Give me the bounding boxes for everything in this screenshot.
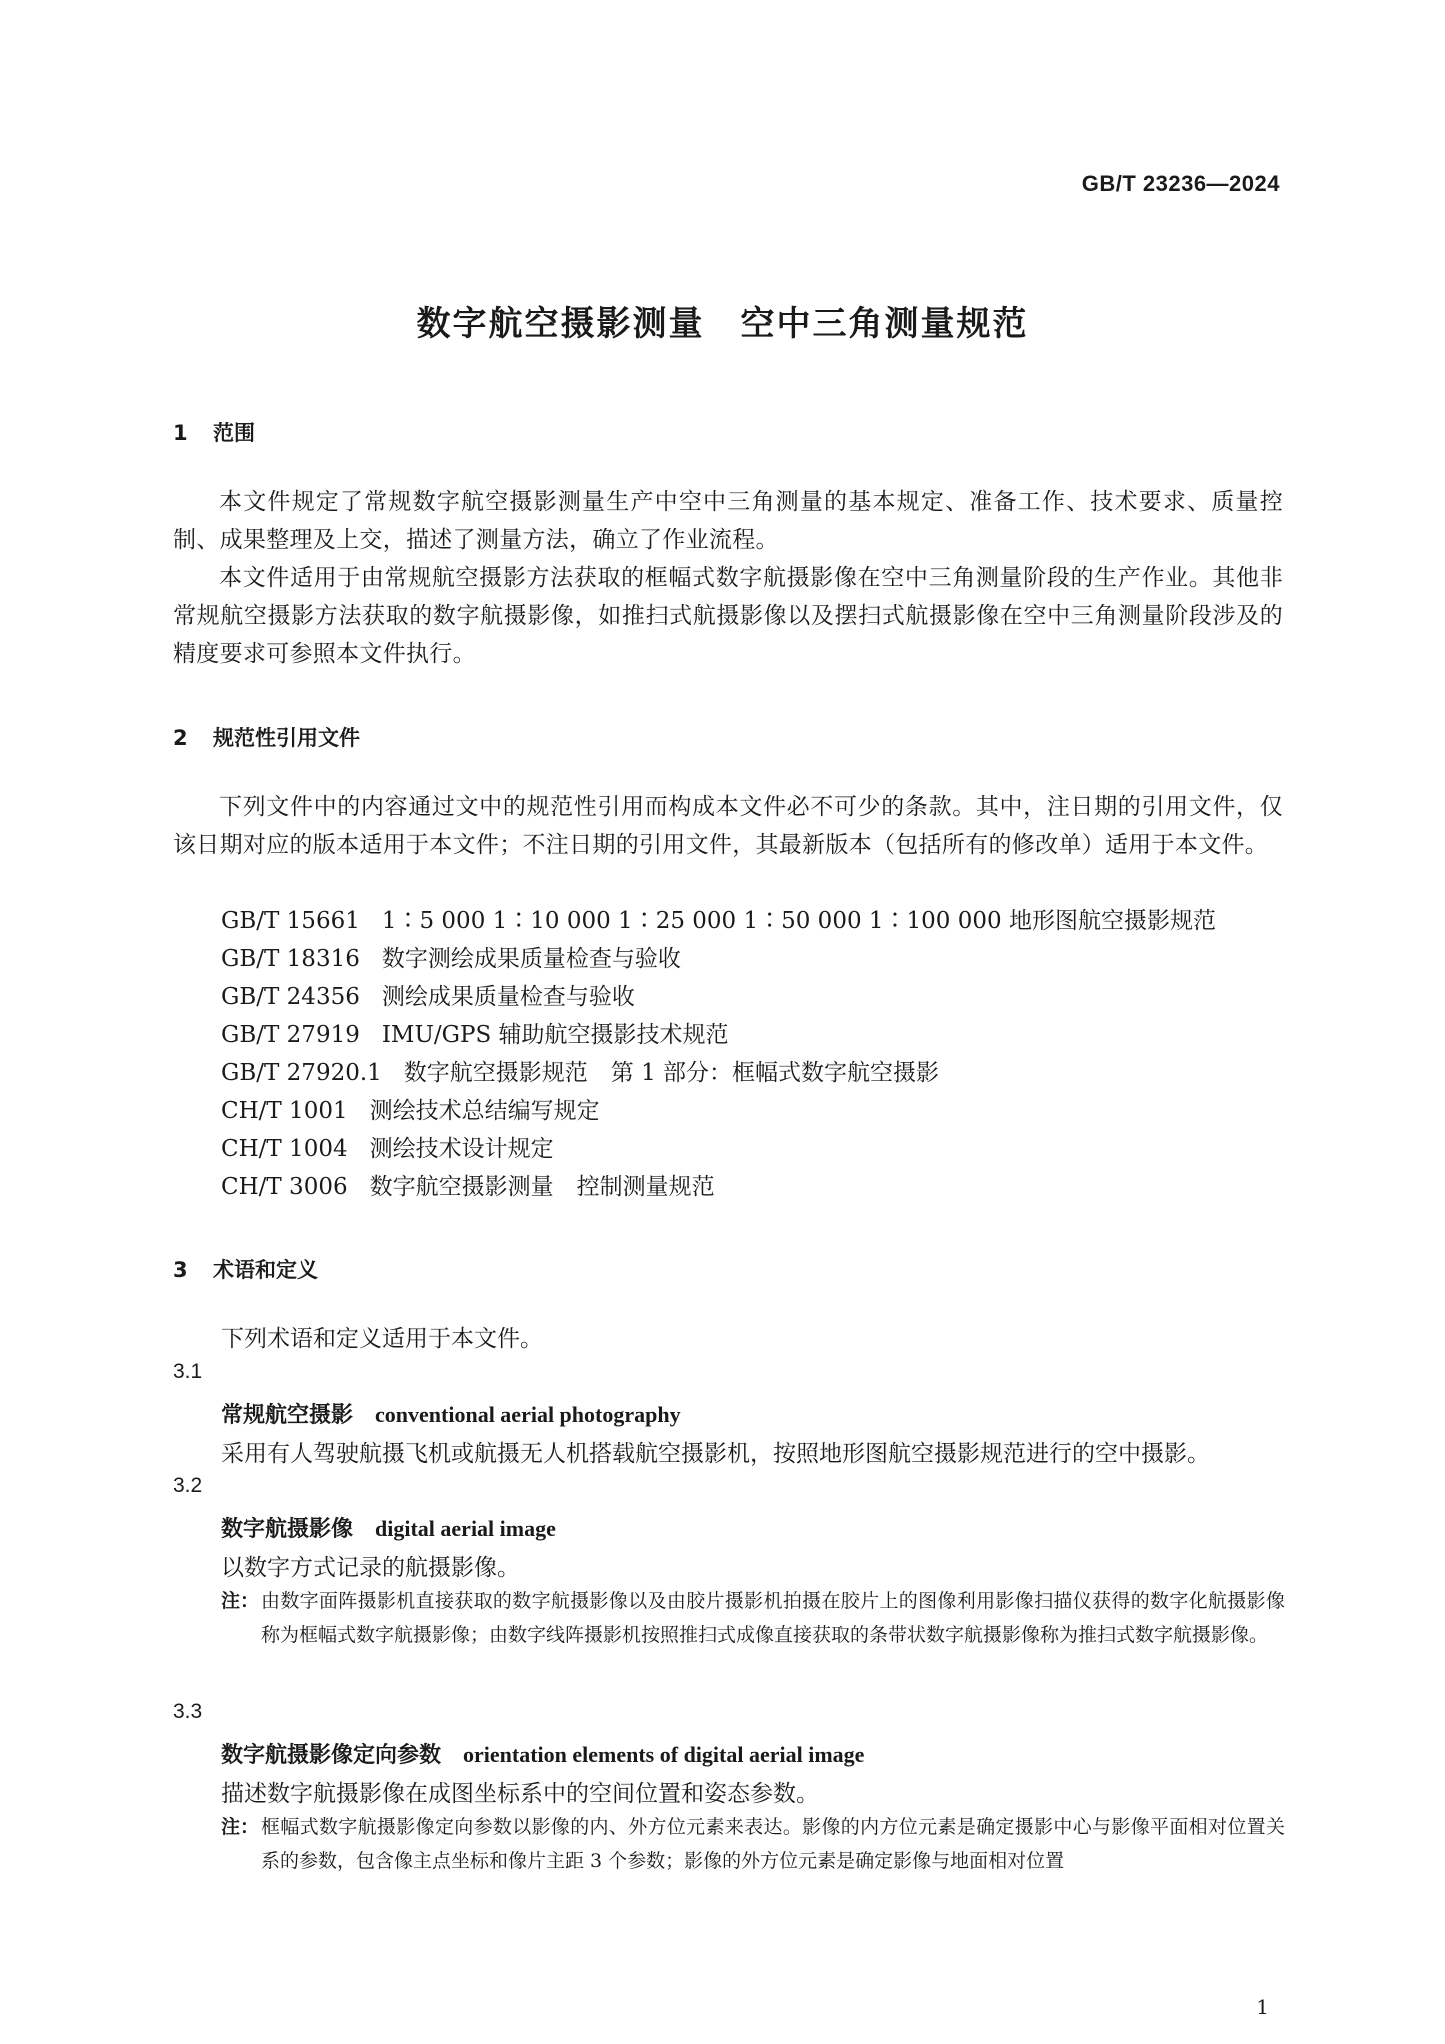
term-heading xyxy=(221,1398,681,1429)
section-heading-2 xyxy=(173,722,360,752)
term-zh: 数字航摄影像定向参数 xyxy=(221,1742,442,1768)
reference-item xyxy=(221,1092,600,1130)
reference-item xyxy=(221,1168,715,1206)
term-number: 3.3 xyxy=(173,1700,203,1723)
term-en: digital aerial image xyxy=(375,1516,556,1541)
reference-item xyxy=(221,940,681,978)
paragraph: 本文件适用于由常规航空摄影方法获取的框幅式数字航摄影像在空中三角测量阶段的生产作业。其他非常规航空摄影方法获取的数字航摄影像，如推扫式航摄影像以及摆扫式航摄影像在空中三角测量阶段涉及的精度要求可参照本文件执行。 xyxy=(173,565,1283,667)
section-intro: 下列术语和定义适用于本文件。 xyxy=(221,1326,543,1352)
term-zh: 常规航空摄影 xyxy=(221,1402,354,1428)
section-number: 3 xyxy=(173,1258,188,1282)
reference-title: 数字航空摄影测量 控制测量规范 xyxy=(369,1174,715,1200)
reference-code: GB/T 15661 xyxy=(221,908,360,934)
section-number: 2 xyxy=(173,726,188,750)
reference-code: CH/T 1004 xyxy=(221,1136,348,1162)
section-number: 1 xyxy=(173,421,188,445)
term-number: 3.1 xyxy=(173,1360,203,1383)
term-en: orientation elements of digital aerial image xyxy=(463,1742,865,1767)
note-label: 注： xyxy=(221,1590,260,1612)
reference-code: GB/T 24356 xyxy=(221,984,360,1010)
reference-item xyxy=(221,978,635,1016)
term-note xyxy=(221,1584,1285,1652)
term-heading xyxy=(221,1512,556,1543)
section-title: 范围 xyxy=(213,421,255,445)
reference-title: 测绘技术总结编写规定 xyxy=(369,1098,600,1124)
section-title: 术语和定义 xyxy=(213,1258,318,1282)
term-note xyxy=(221,1810,1285,1878)
reference-code: GB/T 18316 xyxy=(221,946,360,972)
reference-title: 数字测绘成果质量检查与验收 xyxy=(381,946,681,972)
term-definition: 以数字方式记录的航摄影像。 xyxy=(221,1555,520,1581)
reference-item xyxy=(221,1016,729,1054)
reference-title: 测绘成果质量检查与验收 xyxy=(381,984,635,1010)
note-label: 注： xyxy=(221,1816,260,1838)
section-heading-3 xyxy=(173,1254,318,1284)
section-heading-1 xyxy=(173,417,255,447)
document-number: GB/T 23236—2024 xyxy=(1081,171,1280,196)
reference-code: CH/T 1001 xyxy=(221,1098,348,1124)
term-number: 3.2 xyxy=(173,1474,203,1497)
term-en: conventional aerial photography xyxy=(375,1402,681,1427)
reference-item xyxy=(221,1130,554,1168)
reference-code: GB/T 27919 xyxy=(221,1022,360,1048)
term-zh: 数字航摄影像 xyxy=(221,1516,354,1542)
reference-title: IMU/GPS 辅助航空摄影技术规范 xyxy=(381,1022,729,1048)
reference-code: GB/T 27920.1 xyxy=(221,1060,382,1086)
note-text: 框幅式数字航摄影像定向参数以影像的内、外方位元素来表达。影像的内方位元素是确定摄影中心与影像平面相对位置关系的参数，包含像主点坐标和像片主距 3 个参数；影像的外方位元素是确定影像与地面相对位置 xyxy=(261,1816,1285,1872)
term-definition: 采用有人驾驶航摄飞机或航摄无人机搭载航空摄影机，按照地形图航空摄影规范进行的空中摄影。 xyxy=(221,1441,1210,1467)
paragraph: 下列文件中的内容通过文中的规范性引用而构成本文件必不可少的条款。其中，注日期的引用文件，仅该日期对应的版本适用于本文件；不注日期的引用文件，其最新版本（包括所有的修改单）适用于本文件。 xyxy=(173,794,1283,858)
reference-title: 测绘技术设计规定 xyxy=(369,1136,554,1162)
note-text: 由数字面阵摄影机直接获取的数字航摄影像以及由胶片摄影机拍摄在胶片上的图像利用影像扫描仪获得的数字化航摄影像称为框幅式数字航摄影像；由数字线阵摄影机按照推扫式成像直接获取的条带状数字航摄影像称为推扫式数字航摄影像。 xyxy=(261,1590,1285,1646)
reference-item xyxy=(221,1054,939,1092)
reference-title: 1∶5 000 1∶10 000 1∶25 000 1∶50 000 1∶100 000 地形图航空摄影规范 xyxy=(381,908,1216,934)
reference-code: CH/T 3006 xyxy=(221,1174,348,1200)
paragraph: 本文件规定了常规数字航空摄影测量生产中空中三角测量的基本规定、准备工作、技术要求、质量控制、成果整理及上交，描述了测量方法，确立了作业流程。 xyxy=(173,489,1283,553)
reference-item xyxy=(221,902,1216,940)
term-definition: 描述数字航摄影像在成图坐标系中的空间位置和姿态参数。 xyxy=(221,1781,819,1807)
term-heading xyxy=(221,1738,864,1769)
document-title: 数字航空摄影测量 空中三角测量规范 xyxy=(416,304,1029,344)
reference-title: 数字航空摄影规范 第 1 部分：框幅式数字航空摄影 xyxy=(403,1060,940,1086)
section-title: 规范性引用文件 xyxy=(213,726,360,750)
page-number: 1 xyxy=(1256,1995,1269,2019)
